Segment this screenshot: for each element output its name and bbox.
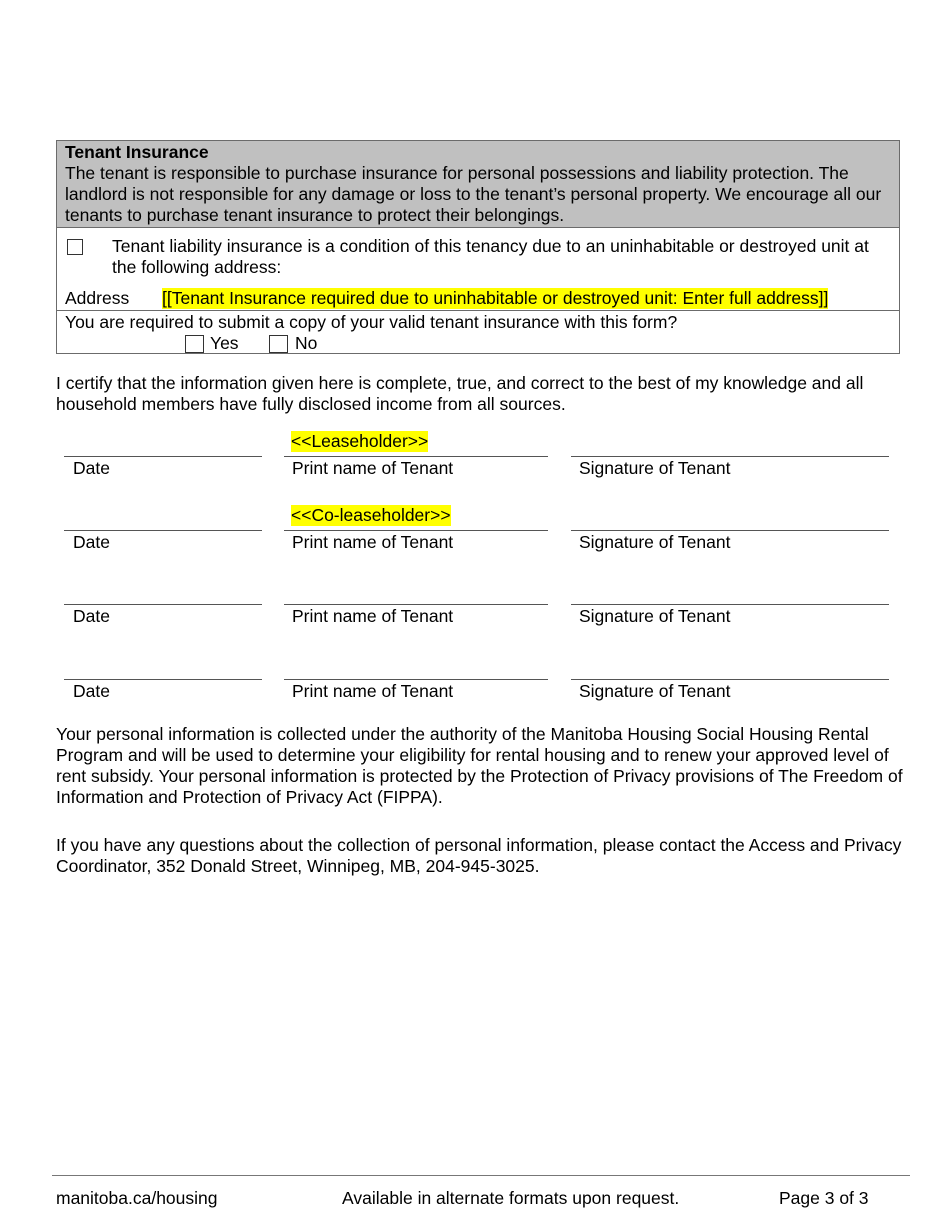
print-name-line-2[interactable] xyxy=(284,530,548,531)
date-label-1: Date xyxy=(73,458,110,478)
footer-divider xyxy=(52,1175,910,1176)
leaseholder-placeholder[interactable]: <<Leaseholder>> xyxy=(291,431,429,451)
footer-page-number: Page 3 of 3 xyxy=(779,1188,869,1208)
date-label-2: Date xyxy=(73,532,110,552)
tenant-insurance-title: Tenant Insurance xyxy=(65,142,209,162)
co-leaseholder-placeholder[interactable]: <<Co-leaseholder>> xyxy=(291,505,451,525)
signature-label-3: Signature of Tenant xyxy=(579,606,731,626)
tenant-insurance-section xyxy=(56,140,900,354)
insurance-copy-question: You are required to submit a copy of your valid tenant insurance with this form? xyxy=(65,312,678,332)
address-label: Address xyxy=(65,288,130,308)
yes-checkbox[interactable] xyxy=(185,335,204,353)
footer-website[interactable]: manitoba.ca/housing xyxy=(56,1188,218,1208)
privacy-notice: Your personal information is collected under the authority of the Manitoba Housing Social Housing Rental Program and will be used to determine your eligibility for rental housing and to renew your approved level of rent subsidy. Your personal information is protected by the Protection of Privacy provisions of The Freedom of Information and Protection of Privacy Act (FIPPA). xyxy=(56,724,903,807)
print-name-label-2: Print name of Tenant xyxy=(292,532,454,552)
signature-line-4[interactable] xyxy=(571,679,889,680)
date-line-4[interactable] xyxy=(64,679,262,680)
address-field[interactable]: [[Tenant Insurance required due to uninhabitable or destroyed unit: Enter full address]] xyxy=(162,288,829,308)
signature-line-2[interactable] xyxy=(571,530,889,531)
signature-label-4: Signature of Tenant xyxy=(579,681,731,701)
print-name-label-3: Print name of Tenant xyxy=(292,606,454,626)
insurance-copy-row xyxy=(57,311,899,355)
yes-label: Yes xyxy=(210,333,239,353)
date-line-1[interactable] xyxy=(64,456,262,457)
print-name-label-1: Print name of Tenant xyxy=(292,458,454,478)
certification-statement: I certify that the information given here is complete, true, and correct to the best of my knowledge and all household members have fully disclosed income from all sources. xyxy=(56,373,864,414)
signature-line-1[interactable] xyxy=(571,456,889,457)
no-label: No xyxy=(295,333,318,353)
privacy-contact: If you have any questions about the collection of personal information, please contact the Access and Privacy Coordinator, 352 Donald Street, Winnipeg, MB, 204-945-3025. xyxy=(56,835,902,876)
insurance-condition-checkbox[interactable] xyxy=(67,239,83,255)
print-name-line-4[interactable] xyxy=(284,679,548,680)
no-checkbox[interactable] xyxy=(269,335,288,353)
signature-label-1: Signature of Tenant xyxy=(579,458,731,478)
print-name-line-1[interactable] xyxy=(284,456,548,457)
tenant-insurance-description: The tenant is responsible to purchase insurance for personal possessions and liability protection. The landlord is not responsible for any damage or loss to the tenant’s personal property. We encourage all our tenants to purchase tenant insurance to protect their belongings. xyxy=(65,163,882,225)
signature-label-2: Signature of Tenant xyxy=(579,532,731,552)
insurance-condition-row xyxy=(57,228,899,311)
signature-line-3[interactable] xyxy=(571,604,889,605)
date-line-2[interactable] xyxy=(64,530,262,531)
insurance-condition-text: Tenant liability insurance is a condition of this tenancy due to an uninhabitable or destroyed unit at the following address: xyxy=(112,236,869,277)
print-name-line-3[interactable] xyxy=(284,604,548,605)
footer-alternate-formats: Available in alternate formats upon request. xyxy=(342,1188,680,1208)
tenant-insurance-header xyxy=(57,141,899,228)
date-line-3[interactable] xyxy=(64,604,262,605)
print-name-label-4: Print name of Tenant xyxy=(292,681,454,701)
date-label-4: Date xyxy=(73,681,110,701)
date-label-3: Date xyxy=(73,606,110,626)
